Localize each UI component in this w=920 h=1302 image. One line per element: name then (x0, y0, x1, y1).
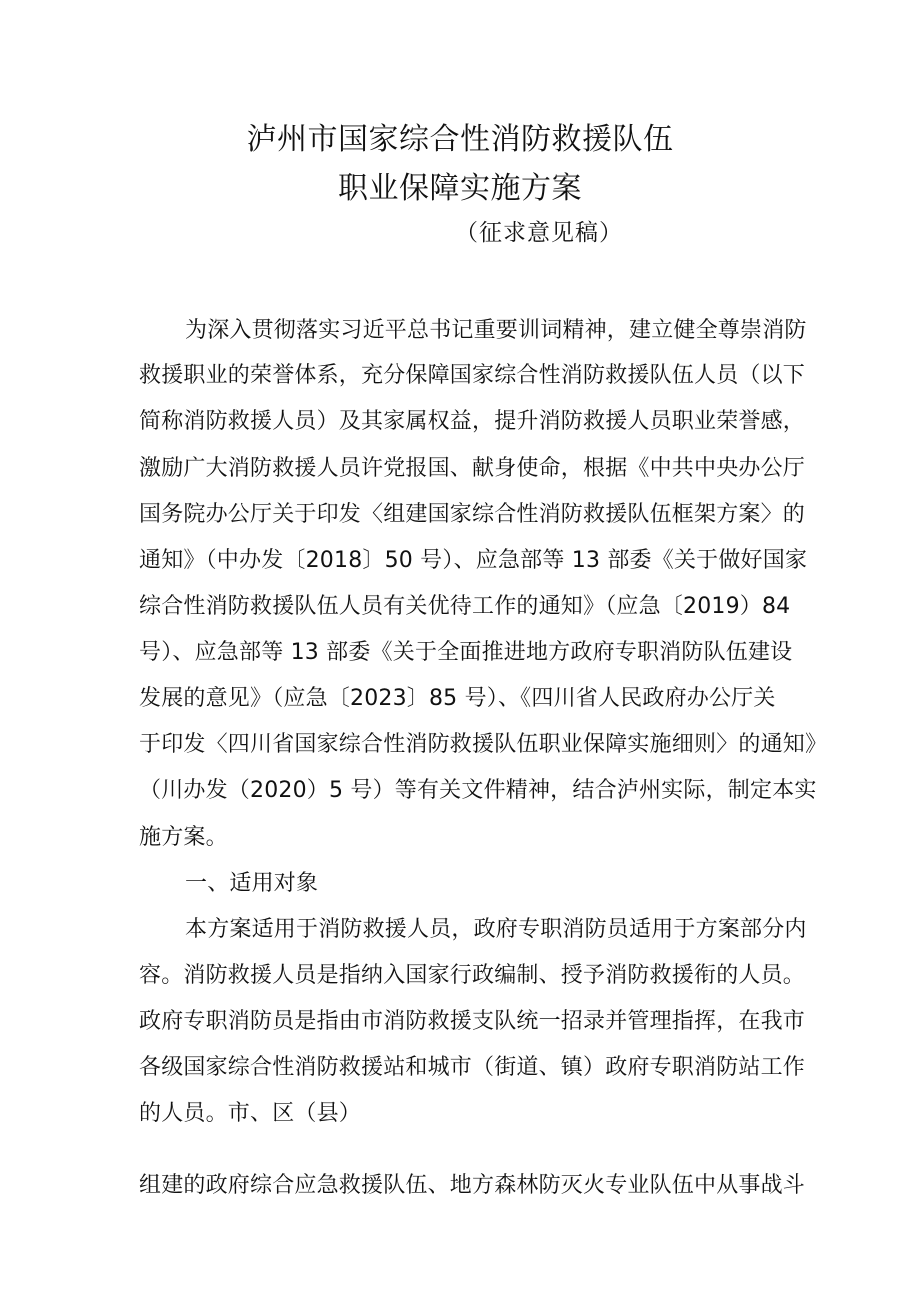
section-line: 的人员。市、区（县） (139, 1101, 362, 1126)
section-line: 容。消防救援人员是指纳入国家行政编制、授予消防救援衔的人员。 (139, 963, 806, 988)
document-title-line-1: 泸州市国家综合性消防救援队伍 (246, 122, 674, 157)
section-line: 政府专职消防员是指由市消防救援支队统一招录并管理指挥，在我市 (139, 1009, 806, 1034)
intro-line: 为深入贯彻落实习近平总书记重要训词精神，建立健全尊崇消防 (185, 318, 807, 343)
section-line: 本方案适用于消防救援人员，政府专职消防员适用于方案部分内 (185, 917, 807, 942)
document-title-line-2: 职业保障实施方案 (338, 171, 582, 206)
intro-line: 救援职业的荣誉体系，充分保障国家综合性消防救援队伍人员（以下 (139, 363, 806, 388)
intro-line: 于印发〈四川省国家综合性消防救援队伍职业保障实施细则〉的通知》 (139, 732, 828, 757)
intro-line: 国务院办公厅关于印发〈组建国家综合性消防救援队伍框架方案〉的 (139, 502, 806, 527)
intro-line: 号）、应急部等 13 部委《关于全面推进地方政府专职消防队伍建设 (139, 640, 793, 665)
intro-line: 综合性消防救援队伍人员有关优待工作的通知》（应急〔2019）84 (139, 594, 791, 619)
section-line: 各级国家综合性消防救援站和城市（街道、镇）政府专职消防站工作 (139, 1055, 806, 1080)
trailing-line: 组建的政府综合应急救援队伍、地方森林防灭火专业队伍中从事战斗 (139, 1173, 806, 1198)
intro-line: 施方案。 (139, 825, 228, 850)
intro-line: 激励广大消防救援人员许党报国、献身使命，根据《中共中央办公厅 (139, 456, 806, 481)
intro-line: 通知》（中办发〔2018〕50 号）、应急部等 13 部委《关于做好国家 (139, 548, 808, 573)
intro-line: 简称消防救援人员）及其家属权益，提升消防救援人员职业荣誉感， (139, 409, 806, 434)
section-heading: 一、适用对象 (185, 871, 319, 896)
intro-line: 发展的意见》（应急〔2023〕85 号）、《四川省人民政府办公厅关 (139, 686, 776, 711)
intro-line: （川办发（2020）5 号）等有关文件精神，结合泸州实际，制定本实 (139, 778, 817, 803)
document-subtitle: （征求意见稿） (455, 220, 623, 246)
